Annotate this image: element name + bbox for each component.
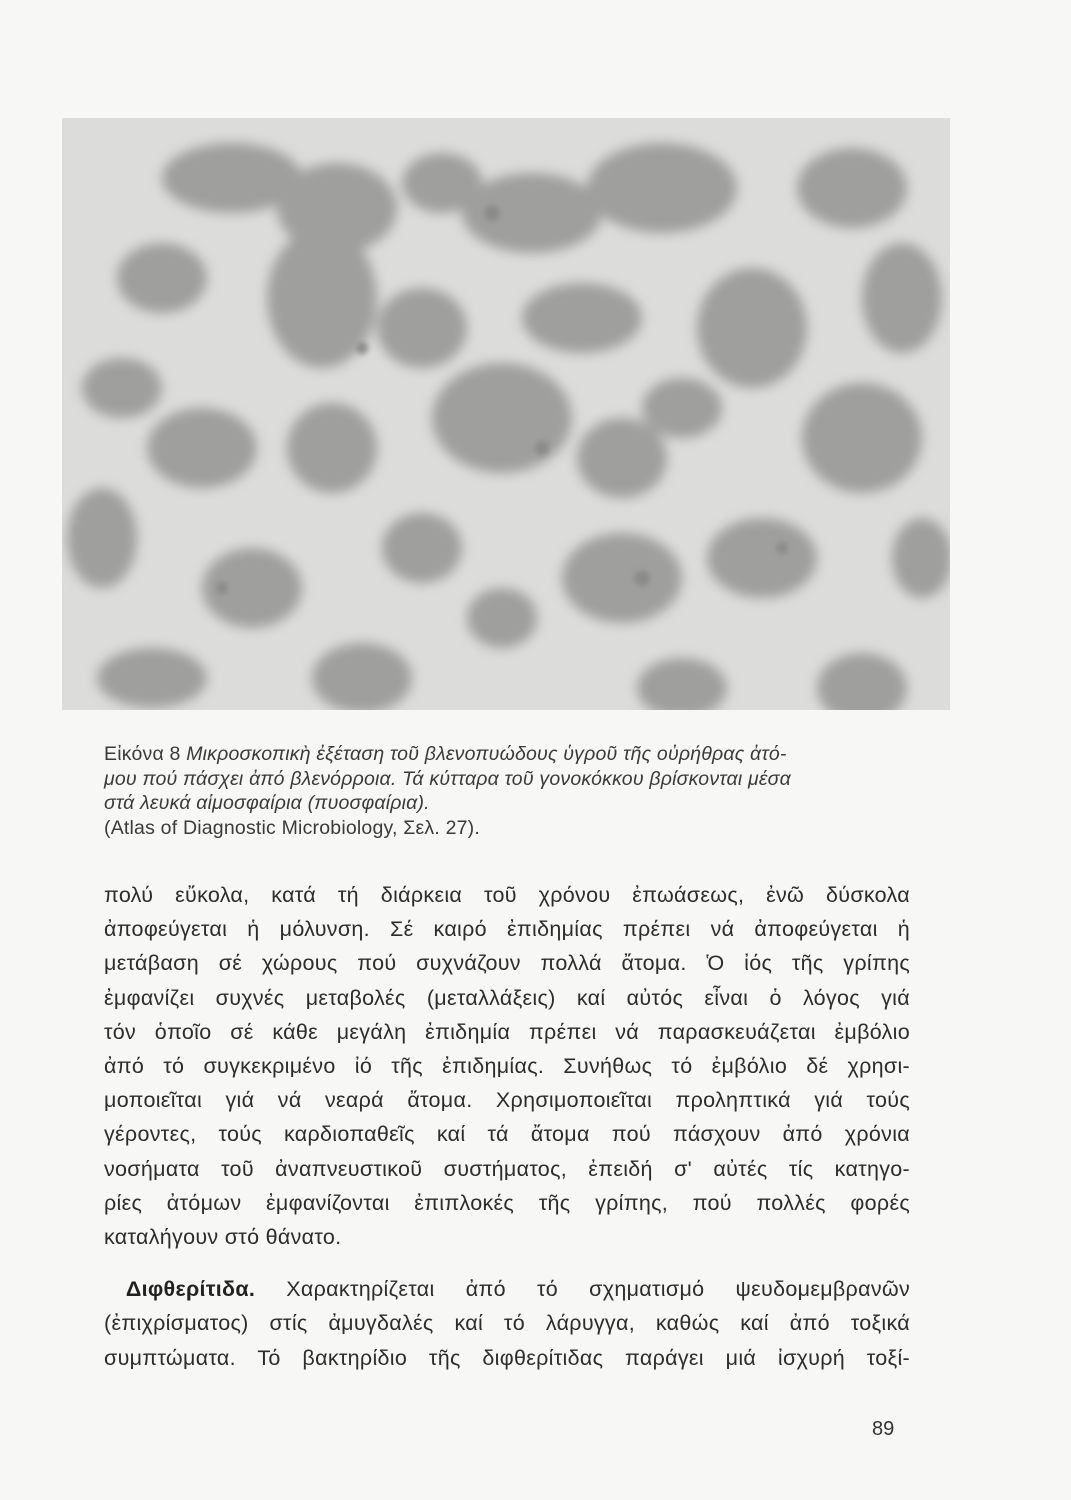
text-line: ἐμφανίζει συχνές μεταβολές (μεταλλάξεις) καί αὐτός εἶναι ὁ λόγος γιά [104, 985, 910, 1010]
text-line: μοποιεῖται γιά νά νεαρά ἄτομα. Χρησιμοποιεῖται προληπτικά γιά τούς [104, 1088, 910, 1113]
cell-blob [147, 408, 257, 488]
cell-blob [587, 143, 737, 233]
page-number: 89 [872, 1418, 895, 1440]
cell-blob [697, 268, 807, 388]
text-line: πολύ εὔκολα, κατά τή διάρκεια τοῦ χρόνου ἐπωάσεως, ἐνῶ δύσκολα [104, 883, 910, 907]
caption-source: (Atlas of Diagnostic Microbiology, Σελ. 27). [104, 816, 480, 839]
section-heading-diphtheria: Διφθερίτιδα. [125, 1277, 256, 1302]
caption-text-1: Μικροσκοπικὴ ἐξέταση τοῦ βλενοπυώδους ὑγροῦ τῆς οὐρήθρας ἀτό- [186, 743, 787, 765]
text-line: (ἐπιχρίσματος) στίς ἀμυγδαλές καί τό λάρυγγα, καθώς καί ἀπό τοξικά [104, 1311, 910, 1336]
text-line: ἀποφεύγεται ἡ μόλυνση. Σέ καιρό ἐπιδημίας πρέπει νά ἀποφεύγεται ἡ [104, 917, 910, 942]
text-line: γέροντες, τούς καρδιοπαθεῖς καί τά ἄτομα πού πάσχουν ἀπό χρόνια [104, 1122, 910, 1147]
text-line: τόν ὁποῖο σέ κάθε μεγάλη ἐπιδημία πρέπει νά παρασκευάζεται ἐμβόλιο [104, 1019, 910, 1044]
cell-blob [67, 488, 137, 588]
text-line: ἀπό τό συγκεκριμένο ἰό τῆς ἐπιδημίας. Συνήθως τό ἐμβόλιο δέ χρησι- [104, 1054, 910, 1079]
caption-line-3: στά λευκά αἱμοσφαίρια (πυοσφαίρια). [104, 792, 430, 814]
cell-blob [82, 358, 162, 418]
body-text [104, 878, 910, 1375]
cell-blob [892, 518, 950, 598]
cell-blob [287, 403, 377, 493]
cell-blob [97, 648, 207, 708]
text-fragment: Χαρακτηρίζεται ἀπό τό σχηματισμό ψευδομεμβρανῶν [255, 1277, 910, 1302]
cell-blob [117, 243, 207, 313]
cell-blob [312, 643, 412, 710]
cell-blob [862, 243, 942, 353]
text-line: μετάβαση σέ χώρους πού συχνάζουν πολλά ἄτομα. Ὁ ἰός τῆς γρίπης [104, 951, 910, 976]
text-line: καταλήγουν στό θάνατο. [104, 1225, 342, 1250]
text-line: ρίες ἀτόμων ἐμφανίζονται ἐπιπλοκές τῆς γρίπης, πού πολλές φορές [104, 1190, 910, 1215]
caption-line-1 [104, 742, 912, 767]
cell-blob [577, 418, 667, 498]
cell-blob [562, 533, 682, 623]
paragraph-influenza [104, 878, 910, 1254]
cell-blob [382, 513, 462, 583]
micrograph-figure [62, 118, 950, 710]
paragraph-diphtheria [104, 1272, 910, 1375]
figure-caption [104, 742, 912, 840]
cell-blob [432, 363, 572, 473]
caption-line-2: μου πού πάσχει ἀπό βλενόρροια. Τά κύτταρα τοῦ γονοκόκκου βρίσκονται μέσα [104, 767, 791, 790]
cell-blob [462, 173, 602, 253]
cell-blob [802, 383, 922, 493]
cell-blob [467, 588, 537, 648]
cell-blob [707, 518, 817, 598]
cell-blob [377, 288, 467, 368]
text-line: νοσήματα τοῦ ἀναπνευστικοῦ συστήματος, ἐπειδή σ' αὐτές τίς κατηγο- [104, 1156, 910, 1181]
cell-blob [797, 148, 907, 228]
cell-blob [642, 378, 722, 438]
cell-blob [522, 283, 642, 353]
micrograph-image [62, 118, 950, 710]
caption-label: Εἰκόνα 8 [104, 743, 187, 765]
text-line: συμπτώματα. Τό βακτηρίδιο τῆς διφθερίτιδας παράγει μιά ἰσχυρή τοξί- [104, 1345, 910, 1370]
text-line [104, 1272, 910, 1306]
